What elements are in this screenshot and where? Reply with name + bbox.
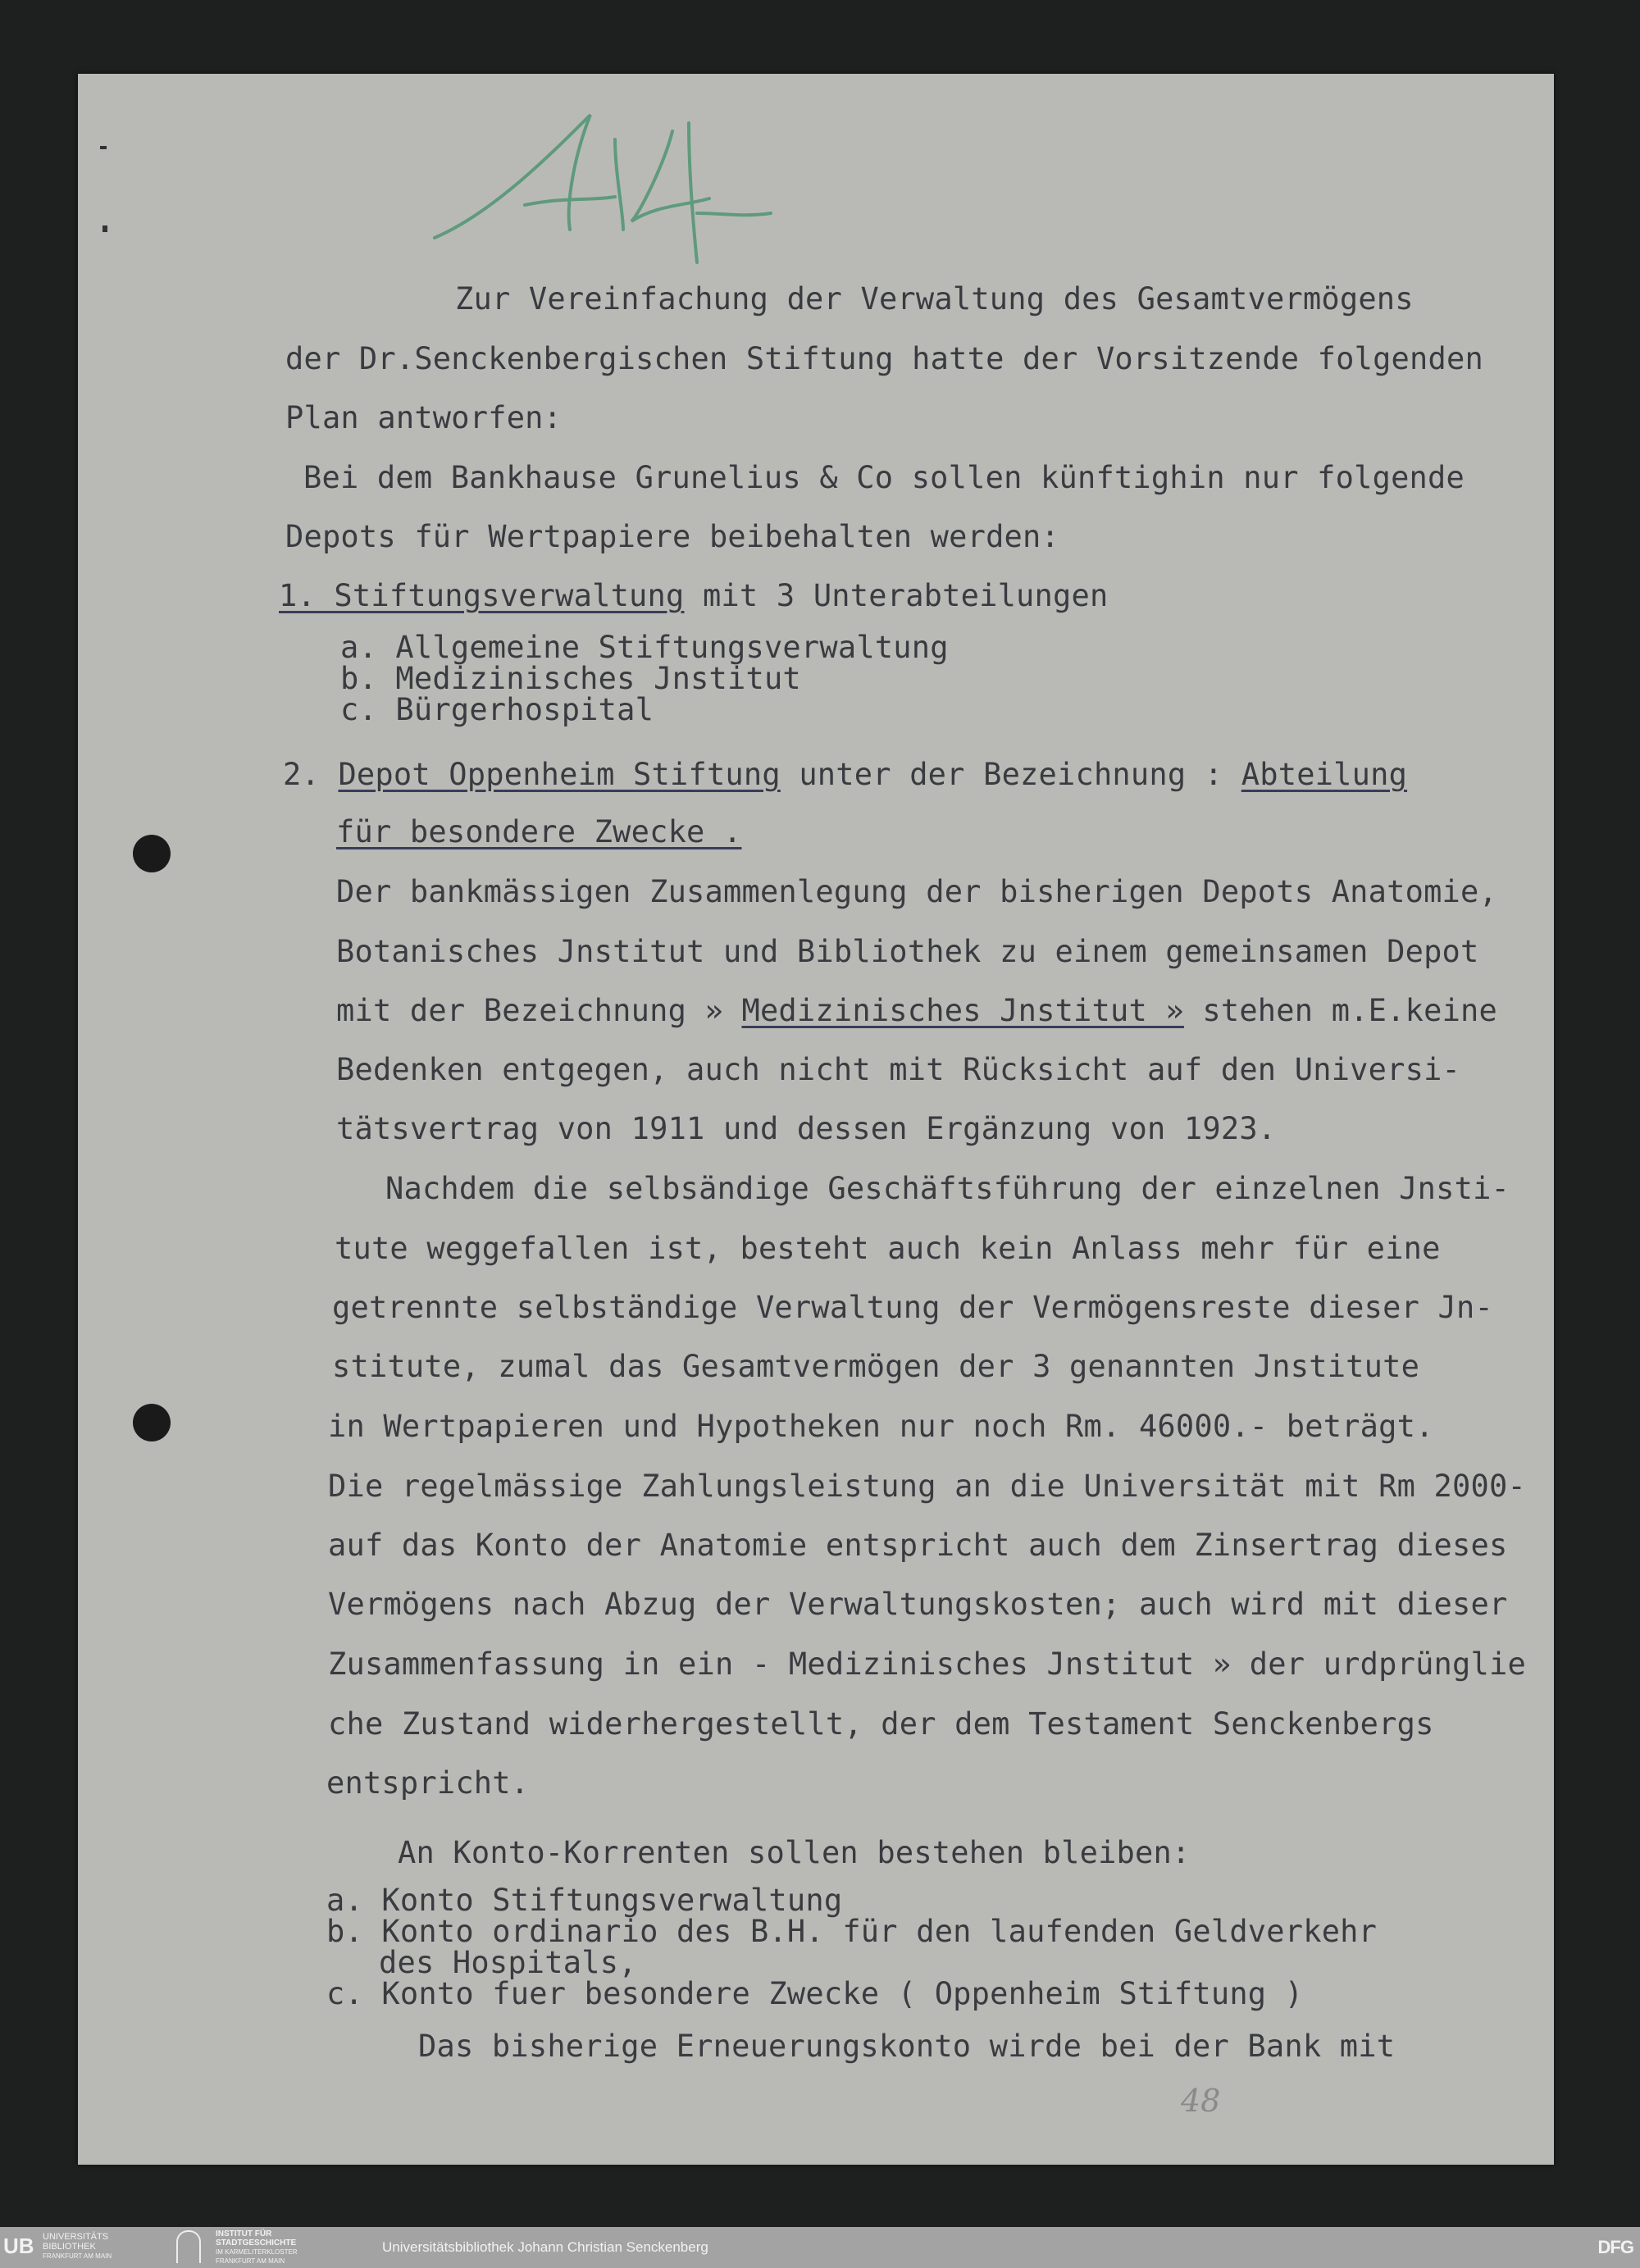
logo-text: BIBLIOTHEK <box>43 2242 96 2252</box>
text-line: Zur Vereinfachung der Verwaltung des Gesamtvermögens <box>455 281 1414 317</box>
pencil-mark <box>100 146 107 149</box>
text-line <box>336 816 741 849</box>
underlined-text: für besondere Zwecke . <box>336 814 742 849</box>
text-line: Das bisherige Erneuerungskonto wirde bei der Bank mit <box>418 2029 1396 2064</box>
underlined-text: Abteilung <box>1241 757 1408 792</box>
text-segment: mit 3 Unterabteilungen <box>684 578 1109 613</box>
text-line: auf das Konto der Anatomie entspricht auch dem Zinsertrag dieses <box>328 1528 1508 1563</box>
text-line: Bei dem Bankhause Grunelius & Co sollen künftighin nur folgende <box>303 460 1465 495</box>
list-item: a. Allgemeine Stiftungsverwaltung <box>340 630 949 665</box>
text-line: Zusammenfassung in ein - Medizinisches Jnstitut » der urdprünglie <box>328 1646 1526 1682</box>
handwritten-page-number: 48 <box>1181 2083 1221 2119</box>
text-line: Vermögens nach Abzug der Verwaltungskosten; auch wird mit dieser <box>328 1587 1508 1622</box>
text-line: der Dr.Senckenbergischen Stiftung hatte der Vorsitzende folgenden <box>285 341 1483 376</box>
punch-hole <box>133 1404 171 1441</box>
underlined-heading: 1. Stiftungsverwaltung <box>279 578 685 613</box>
text-line <box>336 995 1497 1027</box>
list-item: c. Konto fuer besondere Zwecke ( Oppenheim Stiftung ) <box>326 1976 1304 2011</box>
text-line: che Zustand widerhergestellt, der dem Testament Senckenbergs <box>328 1706 1434 1742</box>
text-line: Die regelmässige Zahlungsleistung an die Universität mit Rm 2000- <box>328 1469 1526 1504</box>
list-item: a. Konto Stiftungsverwaltung <box>326 1883 843 1918</box>
text-line: Der bankmässigen Zusammenlegung der bisherigen Depots Anatomie, <box>336 874 1497 909</box>
text-line: tute weggefallen ist, besteht auch kein Anlass mehr für eine <box>335 1231 1441 1266</box>
logo-text: INSTITUT FÜR <box>216 2229 272 2238</box>
list-item: c. Bürgerhospital <box>340 692 654 727</box>
underlined-heading: Depot Oppenheim Stiftung <box>338 757 781 792</box>
text-line: Plan antworfen: <box>285 400 563 435</box>
text-line <box>283 758 1407 791</box>
punch-hole <box>133 835 171 872</box>
text-line: in Wertpapieren und Hypotheken nur noch Rm. 46000.- beträgt. <box>328 1409 1434 1444</box>
isg-logo-text <box>216 2229 298 2266</box>
footer-bar <box>0 2227 1640 2268</box>
text-line <box>279 580 1108 613</box>
logo-text: FRANKFURT AM MAIN <box>216 2257 285 2265</box>
library-name[interactable]: Universitätsbibliothek Johann Christian Senckenberg <box>382 2239 708 2255</box>
text-line: Bedenken entgegen, auch nicht mit Rücksicht auf den Universi- <box>336 1052 1461 1087</box>
dfg-logo[interactable]: DFG <box>1597 2237 1633 2257</box>
text-segment: unter der Bezeichnung : <box>780 757 1241 792</box>
text-line: tätsvertrag von 1911 und dessen Ergänzung von 1923. <box>336 1111 1277 1146</box>
list-item: des Hospitals, <box>379 1945 637 1980</box>
text-line: stitute, zumal das Gesamtvermögen der 3 genannten Jnstitute <box>332 1349 1420 1384</box>
ub-logo[interactable]: UB <box>3 2234 34 2258</box>
text-segment: mit der Bezeichnung » <box>336 993 742 1028</box>
logo-text: STADTGESCHICHTE <box>216 2238 297 2248</box>
pencil-mark <box>102 225 107 232</box>
text-line: Botanisches Jnstitut und Bibliothek zu einem gemeinsamen Depot <box>336 934 1479 969</box>
text-line: entspricht. <box>326 1765 530 1801</box>
underlined-text: Medizinisches Jnstitut » <box>741 993 1184 1028</box>
ub-logo-text <box>43 2232 112 2261</box>
list-item: b. Medizinisches Jnstitut <box>340 661 801 696</box>
text-segment: stehen m.E.keine <box>1183 993 1497 1028</box>
logo-text: FRANKFURT AM MAIN <box>43 2252 112 2260</box>
text-line: getrennte selbständige Verwaltung der Vermögensreste dieser Jn- <box>332 1290 1493 1325</box>
handwritten-signature <box>426 107 795 271</box>
logo-text: IM KARMELITERKLOSTER <box>216 2248 298 2256</box>
list-item: b. Konto ordinario des B.H. für den laufenden Geldverkehr <box>326 1914 1378 1949</box>
text-line: Depots für Wertpapiere beibehalten werden: <box>285 519 1059 554</box>
text-line: Nachdem die selbsändige Geschäftsführung der einzelnen Jnsti- <box>385 1171 1510 1206</box>
isg-logo[interactable] <box>176 2230 201 2263</box>
text-line: An Konto-Korrenten sollen bestehen bleiben: <box>398 1835 1191 1870</box>
text-segment: 2. <box>283 757 339 792</box>
logo-text: UNIVERSITÄTS <box>43 2232 109 2242</box>
